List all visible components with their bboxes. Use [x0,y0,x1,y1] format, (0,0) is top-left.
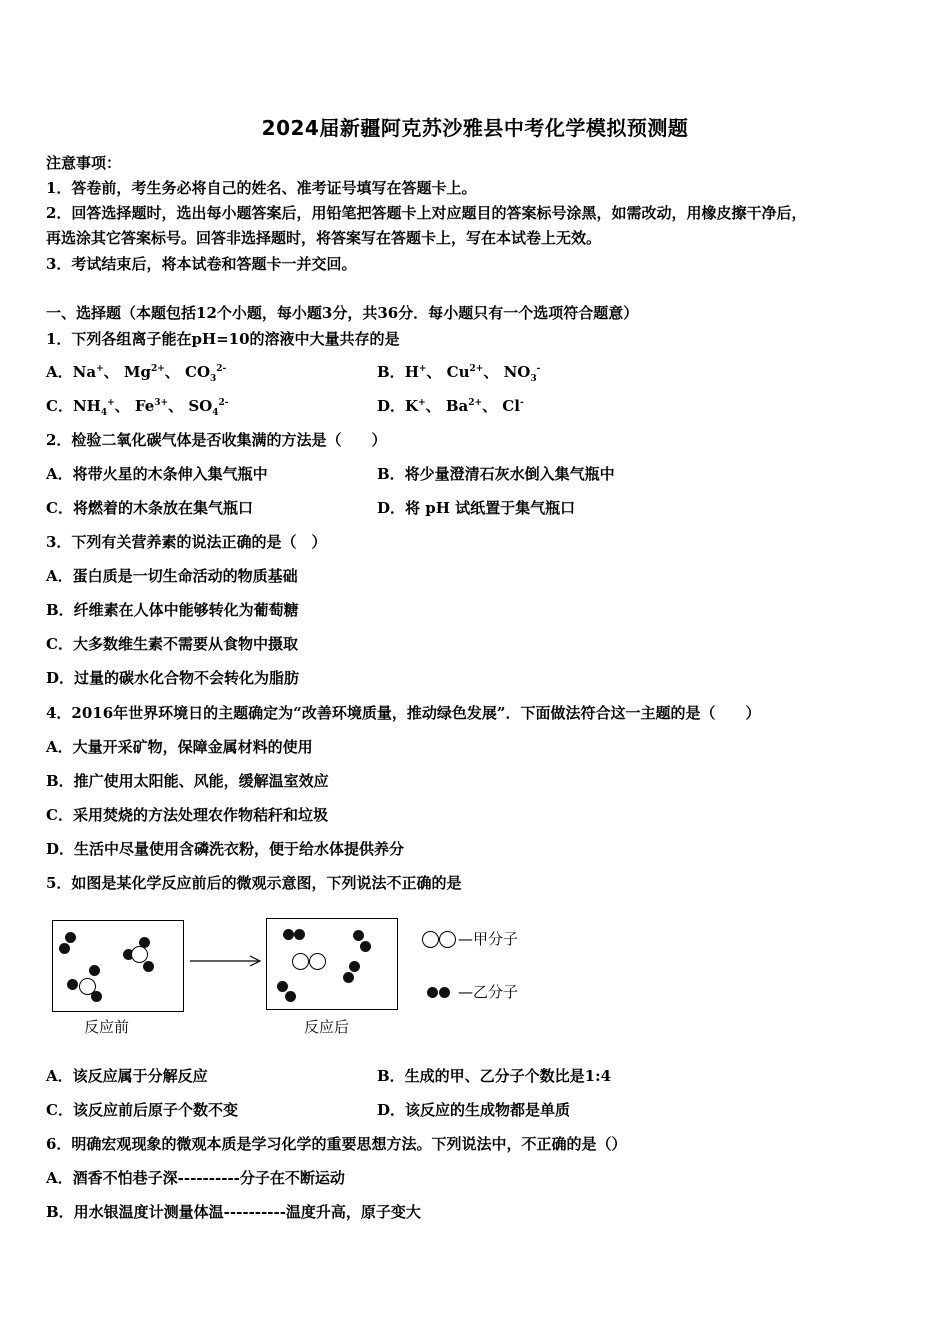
q1-option-c: C．$NH_4^+$、 $Fe^{3+}$、 $SO_4^{2-}$ [46,397,229,418]
arrow-icon [186,953,266,969]
notice-item: 3．考试结束后，将本试卷和答题卡一并交回。 [46,255,357,273]
legend-dot-icon [439,987,450,998]
notice-item: 再选涂其它答案标号。回答非选择题时，将答案写在答题卡上，写在本试卷上无效。 [46,229,602,247]
legend-jia: —甲分子 [458,930,519,948]
q4-option-a: A．大量开采矿物，保障金属材料的使用 [46,738,313,756]
reaction-diagram [46,915,566,1045]
q4-option-d: D．生活中尽量使用含磷洗衣粉，便于给水体提供养分 [46,840,405,858]
notice-item: 1．答卷前，考生务必将自己的姓名、准考证号填写在答题卡上。 [46,179,477,197]
q2-option-b: B．将少量澄清石灰水倒入集气瓶中 [377,465,615,483]
q2-option-d: D．将 pH 试纸置于集气瓶口 [377,499,576,517]
legend-ring-icon [439,931,456,948]
q3-option-a: A．蛋白质是一切生命活动的物质基础 [46,567,298,585]
legend-dot-icon [427,987,438,998]
page-title: 2024届新疆阿克苏沙雅县中考化学模拟预测题 [261,116,689,140]
before-label: 反应前 [84,1018,130,1036]
q3-option-d: D．过量的碳水化合物不会转化为脂肪 [46,669,300,687]
q5-option-d: D．该反应的生成物都是单质 [377,1101,571,1119]
q4-option-b: B．推广使用太阳能、风能，缓解温室效应 [46,772,329,790]
notice-item: 2．回答选择题时，选出每小题答案后，用铅笔把答题卡上对应题目的答案标号涂黑，如需改动，用橡皮擦干净后， [46,204,807,222]
q6-option-a: A．酒香不怕巷子深----------分子在不断运动 [46,1169,345,1187]
q2-option-c: C．将燃着的木条放在集气瓶口 [46,499,253,517]
q1-option-d: D．K+、 $Ba^{2+}$、 Cl- [377,397,524,415]
q3-option-b: B．纤维素在人体中能够转化为葡萄糖 [46,601,299,619]
q3-option-c: C．大多数维生素不需要从食物中摄取 [46,635,298,653]
legend-yi: —乙分子 [458,983,519,1001]
q4-option-c: C．采用焚烧的方法处理农作物秸秆和垃圾 [46,806,328,824]
legend-ring-icon [422,931,439,948]
q6-option-b: B．用水银温度计测量体温----------温度升高，原子变大 [46,1203,421,1221]
q5-option-b: B．生成的甲、乙分子个数比是1:4 [377,1067,612,1085]
q5-option-a: A．该反应属于分解反应 [46,1067,208,1085]
question-1-stem: 1．下列各组离子能在pH=10的溶液中大量共存的是 [46,330,400,348]
after-box [266,918,398,1010]
q2-option-a: A．将带火星的木条伸入集气瓶中 [46,465,268,483]
after-label: 反应后 [304,1018,350,1036]
q5-option-c: C．该反应前后原子个数不变 [46,1101,238,1119]
question-4-stem: 4．2016年世界环境日的主题确定为“改善环境质量，推动绿色发展”．下面做法符合这一主题的是（ ） [46,704,761,722]
question-2-stem: 2．检验二氧化碳气体是否收集满的方法是（ ） [46,431,387,449]
question-3-stem: 3．下列有关营养素的说法正确的是（ ） [46,533,327,551]
q1-option-b: B．H+、 $Cu^{2+}$、 $NO_3^-$ [377,363,541,384]
before-box [52,920,184,1012]
notice-heading: 注意事项： [46,154,122,172]
question-5-stem: 5．如图是某化学反应前后的微观示意图，下列说法不正确的是 [46,874,462,892]
section-heading: 一、选择题（本题包括12个小题，每小题3分，共36分．每小题只有一个选项符合题意） [46,304,639,322]
question-6-stem: 6．明确宏观现象的微观本质是学习化学的重要思想方法。下列说法中，不正确的是（） [46,1135,627,1153]
q1-option-a: A．Na+、 $Mg^{2+}$、 $CO_3^{2-}$ [46,363,227,384]
